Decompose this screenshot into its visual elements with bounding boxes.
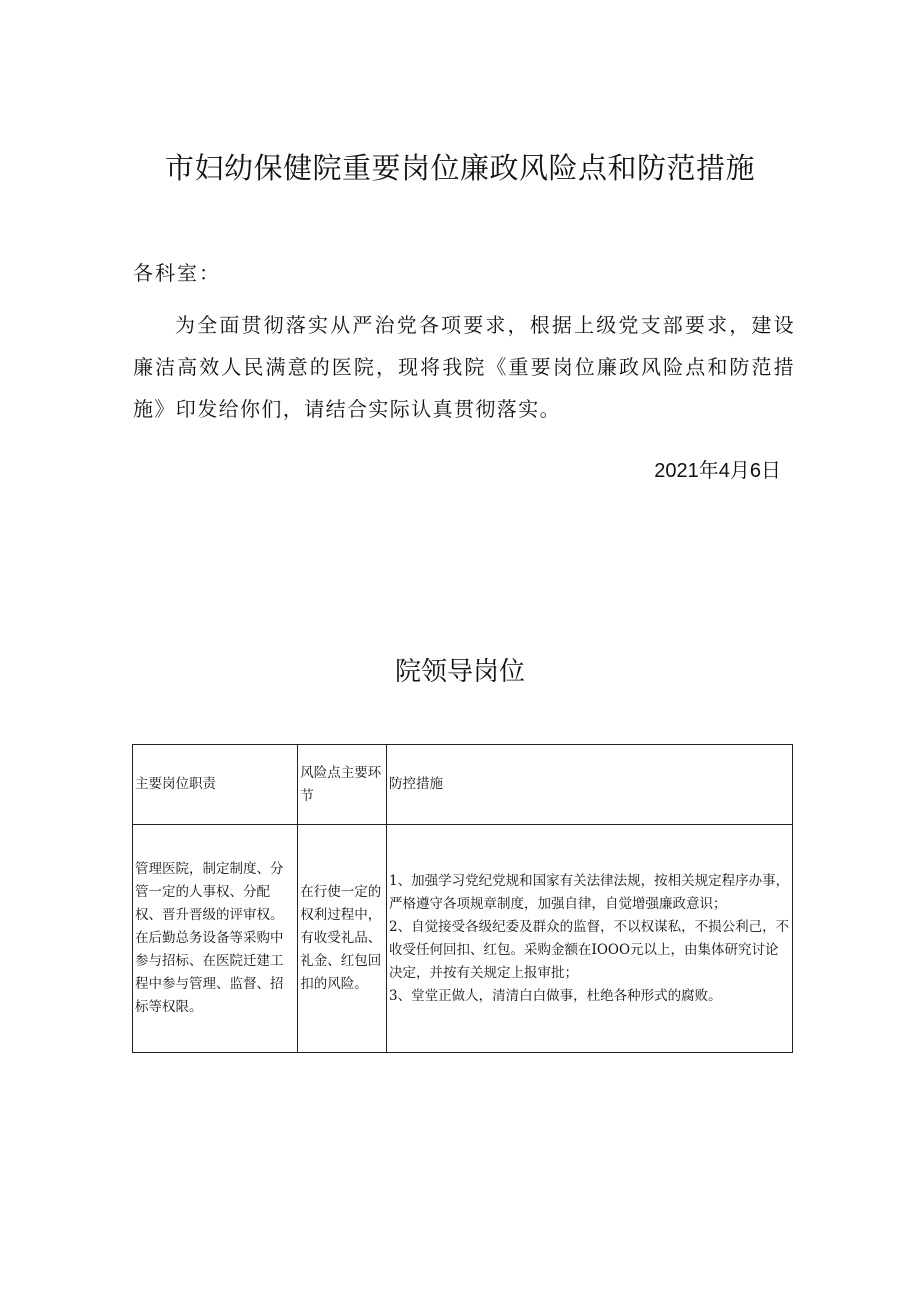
measure-item: 2、自觉接受各级纪委及群众的监督，不以权谋私，不损公利己，不收受任何回扣、红包。采购金额在IOOO元以上，由集体研究讨论决定，并按有关规定上报审批；	[388, 918, 790, 981]
cell-duty: 管理医院，制定制度、分管一定的人事权、分配权、晋升晋级的评审权。在后勤总务设备等采购中参与招标、在医院迁建工程中参与管理、监督、招标等权限。	[133, 825, 298, 1053]
table-header-row	[133, 745, 793, 825]
issue-date: 2021年4月6日	[654, 460, 781, 482]
page-title: 市妇幼保健院重要岗位廉政风险点和防范措施	[164, 151, 755, 185]
measure-item: 1、加强学习党纪党规和国家有关法律法规，按相关规定程序办事，严格遵守各项规章制度，加强自律，自觉增强廉政意识；	[388, 872, 790, 912]
measure-item: 3、堂堂正做人，清清白白做事，杜绝各种形式的腐败。	[388, 987, 722, 1004]
cell-risk: 在行使一定的权利过程中，有收受礼品、礼金、红包回扣的风险。	[298, 825, 387, 1053]
section-title: 院领导岗位	[394, 657, 525, 687]
risk-table	[132, 744, 793, 1053]
notice-body: 为全面贯彻落实从严治党各项要求，根据上级党支部要求，建设廉洁高效人民满意的医院，现将我院《重要岗位廉政风险点和防范措施》印发给你们，请结合实际认真贯彻落实。	[133, 313, 795, 421]
header-duty: 主要岗位职责	[133, 745, 298, 825]
table-row	[133, 825, 793, 1053]
cell-measure	[386, 825, 792, 1053]
header-measure: 防控措施	[386, 745, 792, 825]
header-risk: 风险点主要环节	[298, 745, 387, 825]
salutation: 各科室：	[133, 261, 221, 285]
